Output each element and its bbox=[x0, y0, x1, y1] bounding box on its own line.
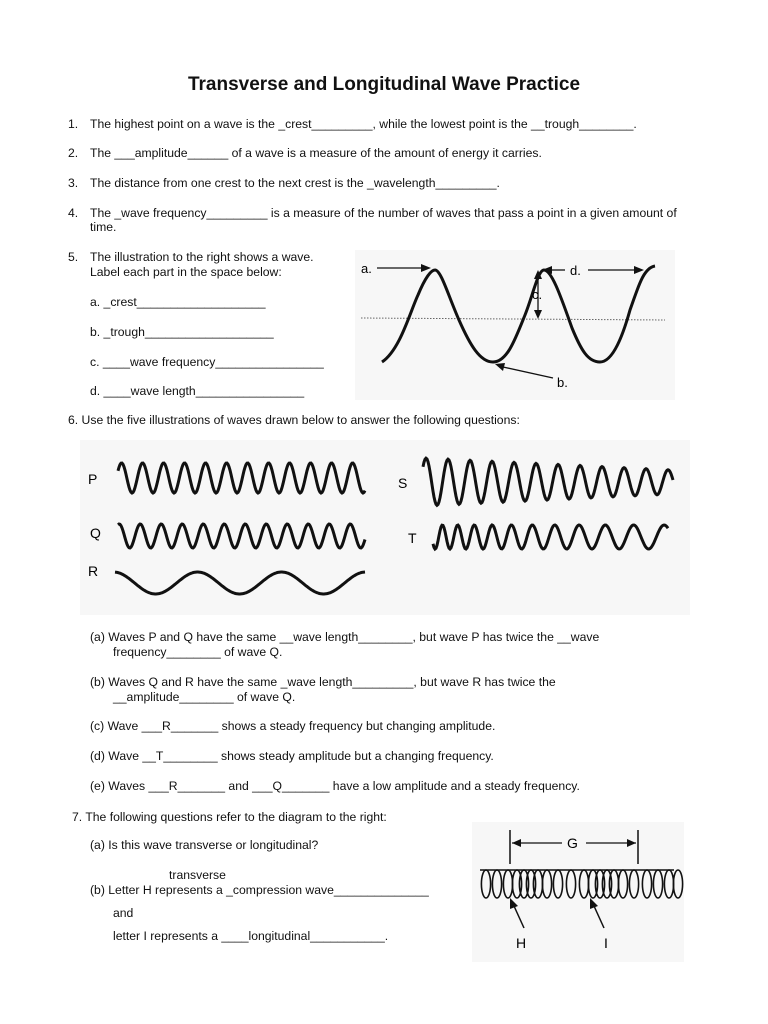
q6-a-line1: (a) Waves P and Q have the same __wave length________, but wave P has twice the __wave bbox=[90, 630, 600, 644]
wave-label-r: R bbox=[88, 563, 99, 579]
q7-a: (a) Is this wave transverse or longitudinal? bbox=[90, 838, 319, 852]
five-waves-diagram bbox=[80, 440, 690, 615]
q1-number: 1. bbox=[68, 117, 79, 131]
spring-wave-diagram bbox=[472, 822, 684, 962]
q7-b-line2: letter I represents a ____longitudinal___________. bbox=[113, 929, 389, 943]
q3-number: 3. bbox=[68, 176, 79, 190]
q6-intro: 6. Use the five illustrations of waves drawn below to answer the following questions: bbox=[68, 413, 520, 427]
q7-answer-a: transverse bbox=[169, 868, 226, 882]
labeled-wave-diagram bbox=[355, 250, 675, 400]
q6-e: (e) Waves ___R_______ and ___Q_______ have a low amplitude and a steady frequency. bbox=[90, 779, 580, 793]
q5-answer-a: a. _crest___________________ bbox=[90, 295, 266, 309]
fig-label-h: H bbox=[516, 935, 527, 951]
page-title: Transverse and Longitudinal Wave Practice bbox=[187, 74, 581, 95]
q4-text-line1: The _wave frequency_________ is a measure of the number of waves that pass a point in a given amount of bbox=[90, 206, 677, 220]
fig-label-d: d. bbox=[570, 263, 581, 278]
q7-b-line1: (b) Letter H represents a _compression wave______________ bbox=[90, 883, 429, 897]
q5-answer-d: d. ____wave length________________ bbox=[90, 384, 305, 398]
q6-d: (d) Wave __T________ shows steady amplitude but a changing frequency. bbox=[90, 749, 494, 763]
q2-text: The ___amplitude______ of a wave is a measure of the amount of energy it carries. bbox=[90, 146, 542, 160]
wave-label-q: Q bbox=[90, 525, 101, 541]
q6-b-line2: __amplitude________ of wave Q. bbox=[113, 690, 296, 704]
q5-answer-c: c. ____wave frequency________________ bbox=[90, 355, 324, 369]
q6-c: (c) Wave ___R_______ shows a steady frequency but changing amplitude. bbox=[90, 719, 496, 733]
fig-label-a: a. bbox=[361, 261, 372, 276]
q2-number: 2. bbox=[68, 146, 79, 160]
q5-answer-b: b. _trough___________________ bbox=[90, 325, 274, 339]
q3-text: The distance from one crest to the next crest is the _wavelength_________. bbox=[90, 176, 500, 190]
fig-label-b: b. bbox=[557, 375, 568, 390]
wave-label-t: T bbox=[408, 530, 417, 546]
wave-label-s: S bbox=[398, 475, 408, 491]
q7-and: and bbox=[113, 906, 134, 920]
q5-text-line2: Label each part in the space below: bbox=[90, 265, 282, 279]
q4-number: 4. bbox=[68, 206, 79, 220]
q5-text-line1: The illustration to the right shows a wave. bbox=[90, 250, 314, 264]
q6-a-line2: frequency________ of wave Q. bbox=[113, 645, 283, 659]
q4-text-line2: time. bbox=[90, 220, 117, 234]
fig-label-c: c. bbox=[532, 287, 543, 302]
q5-number: 5. bbox=[68, 250, 79, 264]
wave-label-p: P bbox=[88, 471, 98, 487]
fig-label-i: I bbox=[604, 935, 608, 951]
q7-intro: 7. The following questions refer to the diagram to the right: bbox=[72, 810, 387, 824]
fig-label-g: G bbox=[567, 835, 578, 851]
q1-text: The highest point on a wave is the _crest_________, while the lowest point is the __trough________. bbox=[90, 117, 637, 131]
q6-b-line1: (b) Waves Q and R have the same _wave length_________, but wave R has twice the bbox=[90, 675, 556, 689]
